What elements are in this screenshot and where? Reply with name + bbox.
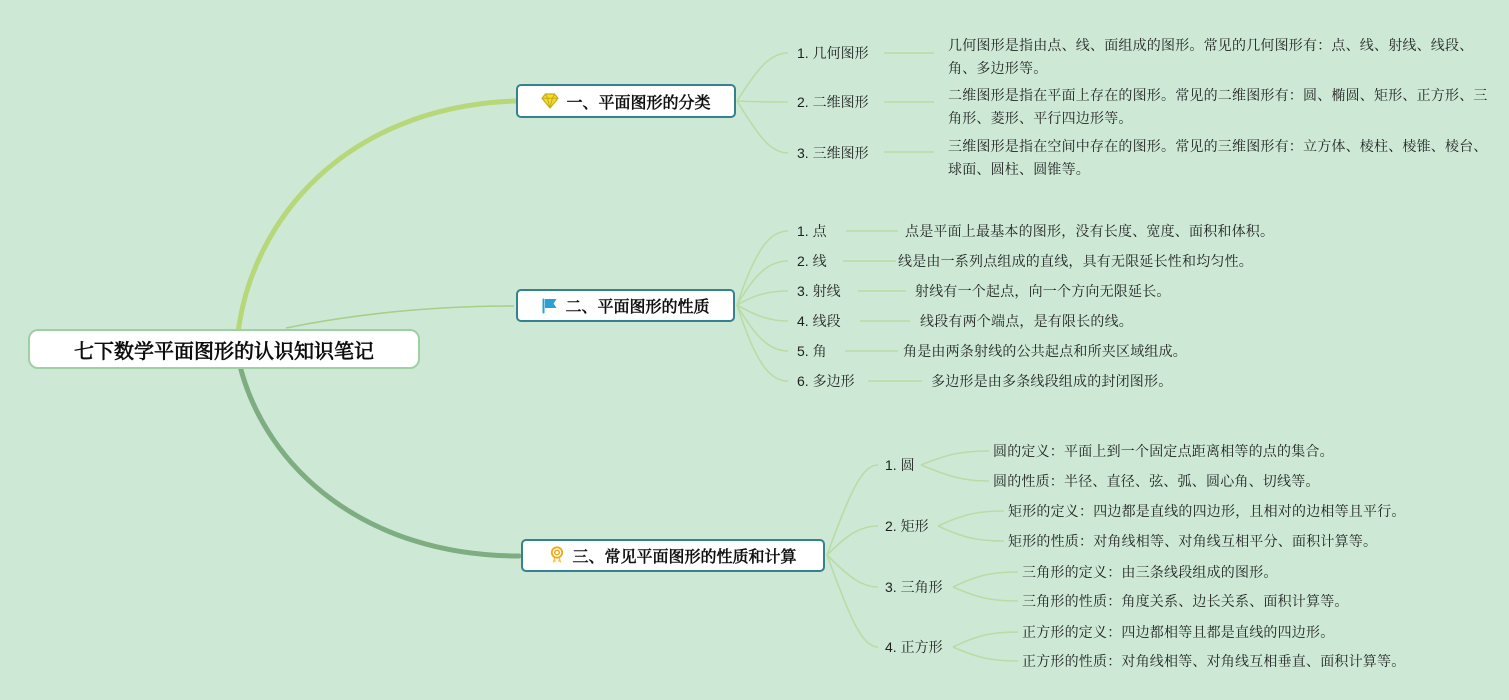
- topic-triangle[interactable]: 3. 三角形: [885, 579, 943, 595]
- note-line[interactable]: 线是由一系列点组成的直线，具有无限延长性和均匀性。: [898, 253, 1253, 269]
- topic-3d-figures[interactable]: 3. 三维图形: [797, 145, 869, 161]
- branch-properties[interactable]: [516, 289, 735, 322]
- curve-root-to-branch1: [238, 101, 516, 333]
- note-circle-definition[interactable]: 圆的定义：平面上到一个固定点距离相等的点的集合。: [993, 443, 1334, 459]
- branch3-child-connectors: [827, 451, 1018, 661]
- branch-calculations-label: 三、常见平面图形的性质和计算: [572, 549, 797, 566]
- branch-calculations[interactable]: [521, 539, 825, 572]
- curve-root-to-branch2: [286, 306, 514, 328]
- branch-classification-label: 一、平面图形的分类: [566, 94, 711, 112]
- note-geometric-figures[interactable]: 几何图形是指由点、线、面组成的图形。常见的几何图形有：点、线、射线、线段、角、多边形等。: [948, 37, 1474, 76]
- root-topic-label: 七下数学平面图形的认识知识笔记: [74, 340, 374, 363]
- note-polygon[interactable]: 多边形是由多条线段组成的封闭图形。: [931, 373, 1173, 389]
- topic-circle[interactable]: 1. 圆: [885, 457, 915, 473]
- note-square-definition[interactable]: 正方形的定义：四边都相等且都是直线的四边形。: [1022, 624, 1335, 640]
- note-angle[interactable]: 角是由两条射线的公共起点和所夹区域组成。: [903, 343, 1187, 359]
- branch2-child-connectors: [737, 231, 922, 381]
- branch-properties-label: 二、平面图形的性质: [565, 299, 710, 316]
- gem-icon: [541, 93, 559, 109]
- note-ray[interactable]: 射线有一个起点，向一个方向无限延长。: [915, 283, 1171, 299]
- topic-polygon[interactable]: 6. 多边形: [797, 373, 855, 389]
- topic-geometric-figures[interactable]: 1. 几何图形: [797, 45, 869, 61]
- flag-icon: [541, 298, 558, 314]
- note-segment[interactable]: 线段有两个端点，是有限长的线。: [920, 313, 1133, 329]
- topic-rectangle[interactable]: 2. 矩形: [885, 518, 929, 534]
- note-rectangle-properties[interactable]: 矩形的性质：对角线相等、对角线互相平分、面积计算等。: [1008, 533, 1378, 549]
- topic-segment[interactable]: 4. 线段: [797, 313, 841, 329]
- note-2d-figures[interactable]: 二维图形是指在平面上存在的图形。常见的二维图形有：圆、椭圆、矩形、正方形、三角形、菱形、平行四边形等。: [948, 87, 1488, 126]
- topic-2d-figures[interactable]: 2. 二维图形: [797, 94, 869, 110]
- topic-line[interactable]: 2. 线: [797, 253, 827, 269]
- curve-root-to-branch3: [240, 366, 519, 556]
- note-point[interactable]: 点是平面上最基本的图形，没有长度、宽度、面积和体积。: [905, 223, 1275, 239]
- topic-point[interactable]: 1. 点: [797, 223, 827, 239]
- note-3d-figures[interactable]: 三维图形是指在空间中存在的图形。常见的三维图形有：立方体、棱柱、棱锥、棱台、球面、圆柱、圆锥等。: [948, 138, 1488, 177]
- note-triangle-definition[interactable]: 三角形的定义：由三条线段组成的图形。: [1022, 564, 1278, 580]
- note-circle-properties[interactable]: 圆的性质：半径、直径、弦、弧、圆心角、切线等。: [993, 473, 1320, 489]
- branch-classification[interactable]: [516, 84, 736, 118]
- note-triangle-properties[interactable]: 三角形的性质：角度关系、边长关系、面积计算等。: [1022, 593, 1349, 609]
- topic-ray[interactable]: 3. 射线: [797, 283, 841, 299]
- note-square-properties[interactable]: 正方形的性质：对角线相等、对角线互相垂直、面积计算等。: [1022, 653, 1406, 669]
- topic-square[interactable]: 4. 正方形: [885, 639, 943, 655]
- note-rectangle-definition[interactable]: 矩形的定义：四边都是直线的四边形，且相对的边相等且平行。: [1008, 503, 1406, 519]
- root-topic[interactable]: [28, 329, 420, 369]
- topic-angle[interactable]: 5. 角: [797, 343, 827, 359]
- medal-icon: [549, 546, 565, 565]
